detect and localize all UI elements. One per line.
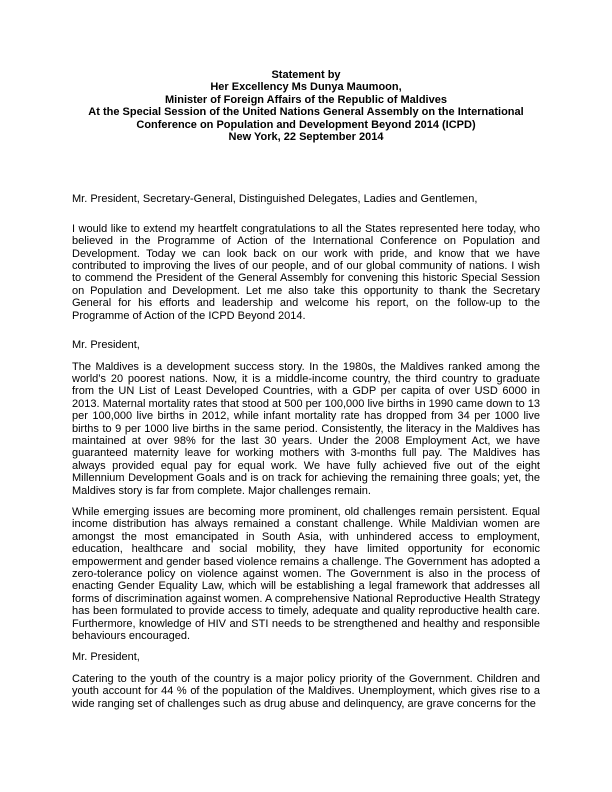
title-line-conference: Conference on Population and Development Beyond 2014 (ICPD) xyxy=(136,118,476,131)
title-line-statement-by: Statement by xyxy=(271,69,341,81)
document-title-block xyxy=(72,69,540,143)
opening-salutation: Mr. President, Secretary-General, Distinguished Delegates, Ladies and Gentlemen, xyxy=(72,193,478,206)
paragraph-emerging-issues: While emerging issues are becoming more prominent, old challenges remain persistent. Equal income distribution has always remained a constant challenge. While Maldivian women are amongst the most emancipated in South Asia, with unhindered access to employment, education, healthcare and social mobility, they have limited opportunity for economic empowerment and gender based violence remains a challenge. The Government has adopted a zero-tolerance policy on violence against women. The Government is also in the process of enacting Gender Equality Law, which will be establishing a legal framework that addresses all forms of discrimination against women. A comprehensive National Reproductive Health Strategy has been formulated to provide access to timely, adequate and quality reproductive health care. Furthermore, knowledge of HIV and STI needs to be strengthened and healthy and responsible behaviours encouraged. xyxy=(72,505,540,643)
salutation-mr-president-3: Mr. President, xyxy=(72,651,140,664)
paragraph-development-success: The Maldives is a development success story. In the 1980s, the Maldives ranked among the world’s 20 poorest nations. Now, it is a middle-income country, the third country to graduate from the UN List of Least Developed Countries, with a GDP per capita of over USD 6000 in 2013. Maternal mortality rates that stood at 500 per 100,000 live births in 1990 came down to 13 per 100,000 live births in 2012, while infant mortality rate has dropped from 34 per 1000 live births to 9 per 1000 live births in the same period. Consistently, the literacy in the Maldives has maintained at over 98% for the last 30 years. Under the 2008 Employment Act, we have guaranteed maternity leave for working mothers with 3-months full pay. The Maldives has always provided equal pay for equal work. We have fully achieved five out of the eight Millennium Development Goals and is on track for achieving the remaining three goals; yet, the Maldives story is far from complete. Major challenges remain. xyxy=(72,360,540,497)
title-line-speaker-role: Minister of Foreign Affairs of the Republic of Maldives xyxy=(165,93,447,106)
salutation-mr-president-2: Mr. President, xyxy=(72,339,140,352)
title-line-date-location: New York, 22 September 2014 xyxy=(228,131,384,144)
title-line-occasion: At the Special Session of the United Nations General Assembly on the International xyxy=(88,106,524,119)
paragraph-youth: Catering to the youth of the country is a major policy priority of the Government. Children and youth account for 44 % of the population of the Maldives. Unemployment, which gives rise to a wide ranging set of challenges such as drug abuse and delinquency, are grave concerns for the xyxy=(72,672,540,710)
paragraph-congratulations: I would like to extend my heartfelt congratulations to all the States represented here today, who believed in the Programme of Action of the International Conference on Population and Development. Today we can look back on our work with pride, and know that we have contributed to improving the lives of our people, and of our global community of nations. I wish to commend the President of the General Assembly for convening this historic Special Session on Population and Development. Let me also take this opportunity to thank the Secretary General for his efforts and leadership and welcome his report, on the follow-up to the Programme of Action of the ICPD Beyond 2014. xyxy=(72,222,540,322)
title-line-speaker: Her Excellency Ms Dunya Maumoon, xyxy=(210,81,402,94)
